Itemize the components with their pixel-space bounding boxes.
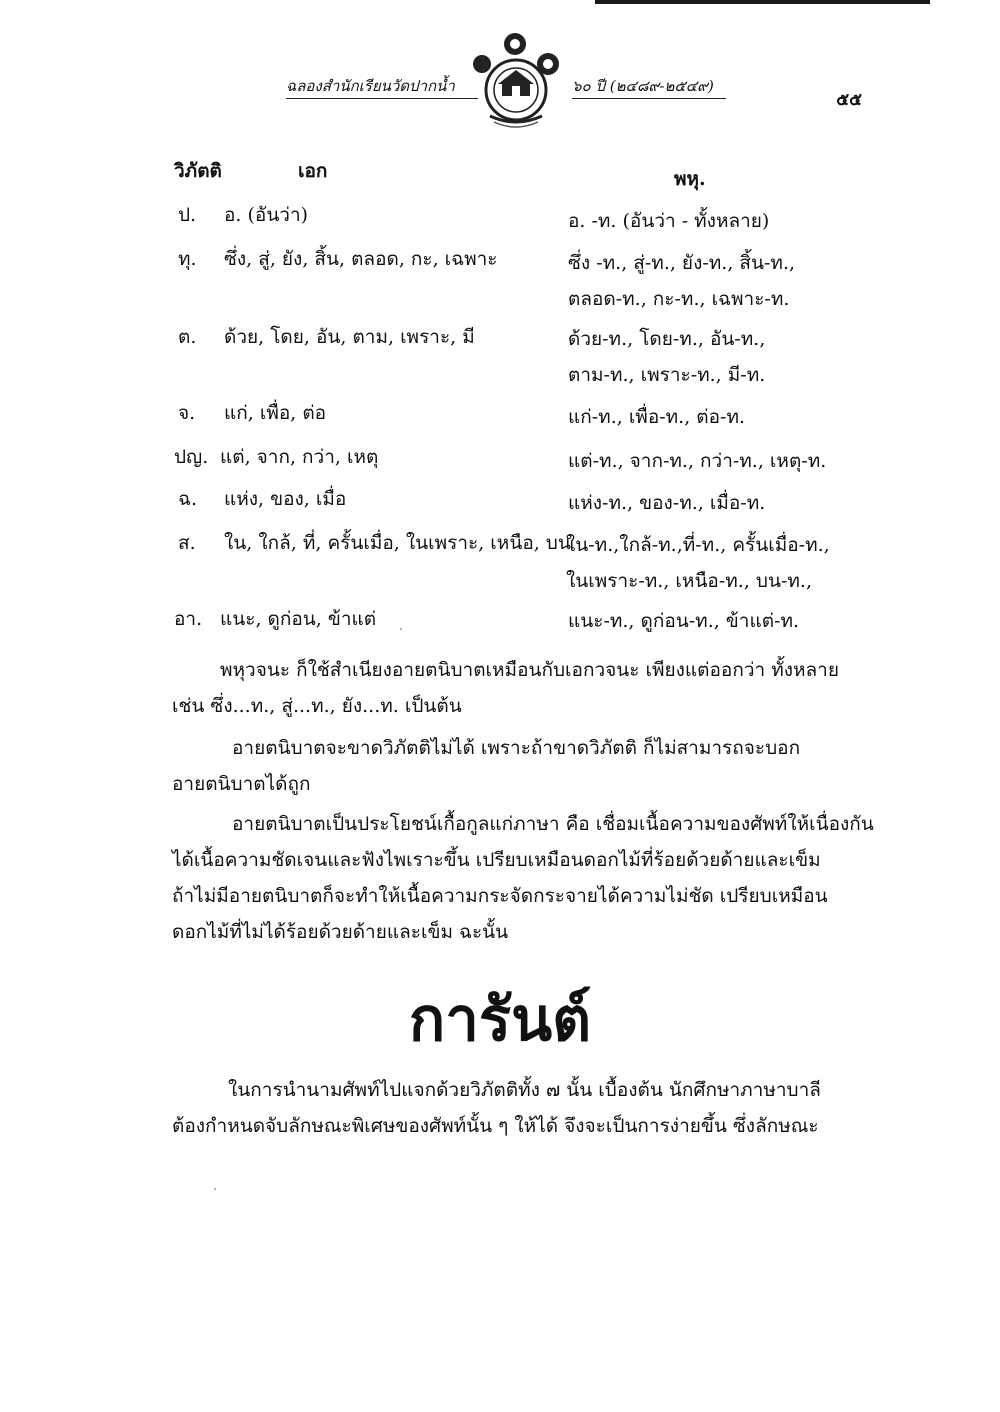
paragraph-line: อายตนิบาตเป็นประโยชน์เกื้อกูลแก่ภาษา คือ เชื่อมเนื้อความของศัพท์ให้เนื่องกัน — [232, 813, 874, 835]
singular-form: ซึ่ง, สู่, ยัง, สิ้น, ตลอด, กะ, เฉพาะ — [224, 248, 498, 270]
singular-form: แต่, จาก, กว่า, เหตุ — [220, 446, 379, 468]
plural-form: แต่-ท., จาก-ท., กว่า-ท., เหตุ-ท. — [568, 450, 827, 472]
section-title: การันต์ — [408, 985, 592, 1055]
plural-form: แก่-ท., เพื่อ-ท., ต่อ-ท. — [568, 406, 746, 428]
header-left-text: ฉลองสำนักเรียนวัดปากน้ำ — [286, 77, 455, 95]
paragraph-line: ต้องกำหนดจับลักษณะพิเศษของศัพท์นั้น ๆ ให้ได้ จึงจะเป็นการง่ายขึ้น ซึ่งลักษณะ — [172, 1115, 819, 1137]
paragraph-line: ในการนำนามศัพท์ไปแจกด้วยวิภัตติทั้ง ๗ นั้น เบื้องต้น นักศึกษาภาษาบาลี — [228, 1079, 821, 1101]
case-label: ป. — [178, 204, 197, 226]
paragraph-karan-intro — [172, 1072, 852, 1144]
case-label: อา. — [174, 608, 203, 630]
scan-speck — [400, 628, 402, 630]
paragraph-line: เช่น ซึ่ง...ท., สู่...ท., ยัง...ท. เป็นต้น — [172, 695, 462, 717]
plural-form: แนะ-ท., ดูก่อน-ท., ข้าแต่-ท. — [568, 610, 800, 632]
singular-form: อ. (อันว่า) — [224, 204, 309, 226]
column-head-plural: พหุ. — [674, 168, 706, 190]
plural-form: ตลอด-ท., กะ-ท., เฉพาะ-ท. — [568, 288, 790, 310]
header-center-text: ๖๐ ปี (๒๔๘๙-๒๕๔๙) — [572, 77, 714, 95]
case-label: ทุ. — [178, 248, 197, 270]
singular-form: แห่ง, ของ, เมื่อ — [224, 488, 347, 510]
column-head-case: วิภัตติ — [174, 160, 222, 182]
case-label: ฉ. — [178, 488, 197, 510]
paragraph-vibhatti-note — [172, 730, 852, 802]
plural-form: ใน-ท.,ใกล้-ท.,ที่-ท., ครั้นเมื่อ-ท., — [566, 534, 830, 556]
singular-form: แนะ, ดูก่อน, ข้าแต่ — [220, 608, 377, 630]
paragraph-plural-note — [172, 652, 852, 724]
paragraph-line: พหุวจนะ ก็ใช้สำเนียงอายตนิบาตเหมือนกับเอกวจนะ เพียงแต่ออกว่า ทั้งหลาย — [220, 659, 839, 681]
institution-emblem — [468, 30, 570, 134]
singular-form: แก่, เพื่อ, ต่อ — [224, 402, 327, 424]
scan-speck — [214, 1188, 216, 1190]
plural-form: ตาม-ท., เพราะ-ท., มี-ท. — [568, 364, 766, 386]
plural-form: อ. -ท. (อันว่า - ทั้งหลาย) — [568, 210, 770, 232]
paragraph-benefit — [172, 806, 874, 950]
paragraph-line: อายตนิบาตได้ถูก — [172, 773, 311, 795]
case-label: ส. — [178, 532, 196, 554]
paragraph-line: อายตนิบาตจะขาดวิภัตติไม่ได้ เพราะถ้าขาดวิภัตติ ก็ไม่สามารถจะบอก — [232, 737, 801, 759]
singular-form: ใน, ใกล้, ที่, ครั้นเมื่อ, ในเพราะ, เหนือ, บน — [224, 532, 571, 554]
plural-form: ซึ่ง -ท., สู่-ท., ยัง-ท., สิ้น-ท., — [568, 252, 796, 274]
page-number: ๕๕ — [836, 90, 862, 110]
case-label: ปญ. — [174, 446, 209, 468]
singular-form: ด้วย, โดย, อัน, ตาม, เพราะ, มี — [224, 326, 475, 348]
column-head-singular: เอก — [298, 160, 328, 182]
paragraph-line: ดอกไม้ที่ไม่ได้ร้อยด้วยด้ายและเข็ม ฉะนั้น — [172, 921, 509, 943]
header-center-underline — [572, 98, 726, 99]
header-left-underline — [286, 98, 478, 99]
plural-form: ด้วย-ท., โดย-ท., อัน-ท., — [568, 328, 766, 350]
case-label: จ. — [178, 402, 196, 424]
case-label: ต. — [178, 326, 197, 348]
scan-edge-line — [595, 0, 930, 4]
plural-form: แห่ง-ท., ของ-ท., เมื่อ-ท. — [568, 492, 766, 514]
plural-form: ในเพราะ-ท., เหนือ-ท., บน-ท., — [566, 570, 812, 592]
paragraph-line: ถ้าไม่มีอายตนิบาตก็จะทำให้เนื้อความกระจัดกระจายได้ความไม่ชัด เปรียบเหมือน — [172, 885, 828, 907]
paragraph-line: ได้เนื้อความชัดเจนและฟังไพเราะขึ้น เปรียบเหมือนดอกไม้ที่ร้อยด้วยด้ายและเข็ม — [172, 849, 821, 871]
